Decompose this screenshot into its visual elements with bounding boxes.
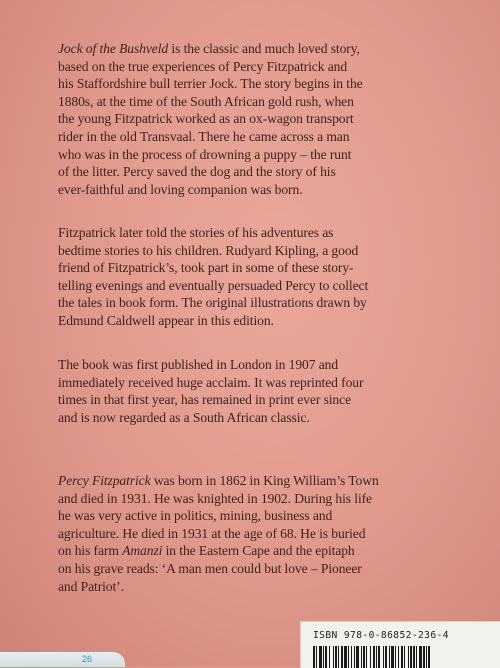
author-biography-paragraph xyxy=(58,472,478,595)
barcode-bar xyxy=(338,646,339,668)
synopsis-paragraph xyxy=(58,40,478,198)
body-text: is the classic and much loved story, xyxy=(168,41,360,56)
body-text: on his grave reads: ‘A man men could but love – Pioneer xyxy=(58,560,362,576)
barcode-bar xyxy=(319,646,322,668)
body-text: of the litter. Percy saved the dog and the story of his xyxy=(58,164,336,180)
text-line xyxy=(58,542,478,560)
barcode-bar xyxy=(329,646,330,668)
body-text: ever-faithful and loving companion was born. xyxy=(58,181,303,197)
barcode-bar xyxy=(395,646,396,668)
body-text: the young Fitzpatrick worked as an ox-wagon transport xyxy=(58,111,354,127)
text-line xyxy=(58,490,478,508)
body-text: his Staffordshire bull terrier Jock. The story begins in the xyxy=(58,76,363,92)
italic-title-text: Percy Fitzpatrick xyxy=(58,473,151,488)
text-line xyxy=(58,259,478,277)
barcode-bar xyxy=(401,646,403,668)
barcode-bar xyxy=(363,646,365,668)
body-text: and is now regarded as a South African classic. xyxy=(58,409,310,425)
barcode-bar xyxy=(383,646,384,668)
text-line xyxy=(58,75,478,93)
barcode-bar xyxy=(413,646,415,668)
text-line xyxy=(58,507,478,525)
text-line xyxy=(58,391,478,409)
body-text: rider in the old Transvaal. There he came across a man xyxy=(58,128,350,144)
text-line xyxy=(58,560,478,578)
body-text: bedtime stories to his children. Rudyard Kipling, a good xyxy=(58,242,359,258)
publication-paragraph xyxy=(58,356,478,426)
barcode-bar xyxy=(366,646,367,668)
text-line xyxy=(58,128,478,146)
body-text: was born in 1862 in King William’s Town xyxy=(150,473,379,488)
barcode-bar xyxy=(423,646,425,668)
italic-title-text: Amanzi xyxy=(122,543,163,559)
text-line xyxy=(58,163,478,181)
barcode-bar xyxy=(316,646,317,668)
barcode-bar xyxy=(428,646,430,668)
text-line xyxy=(58,472,478,490)
body-text: times in that first year, has remained in print ever since xyxy=(58,392,351,408)
text-line xyxy=(58,374,478,392)
body-text: and died in 1931. He was knighted in 1902. During his life xyxy=(58,490,372,506)
text-line xyxy=(58,277,478,295)
barcode-bar xyxy=(408,646,409,668)
text-line xyxy=(58,525,478,543)
barcode-bar xyxy=(356,646,359,668)
barcode-bar xyxy=(410,646,412,668)
barcode-bar xyxy=(351,646,352,668)
text-line xyxy=(58,294,478,312)
barcode-bar xyxy=(370,646,371,668)
barcode-bar xyxy=(348,646,349,668)
text-line xyxy=(58,578,478,596)
body-text: on his farm xyxy=(58,543,123,559)
text-line xyxy=(58,181,478,199)
body-text: Edmund Caldwell appear in this edition. xyxy=(58,312,274,328)
kipling-paragraph xyxy=(58,224,478,330)
body-text: the tales in book form. The original illustrations drawn by xyxy=(58,295,367,311)
barcode-icon xyxy=(313,646,491,668)
barcode-bar xyxy=(333,646,334,668)
text-line xyxy=(58,409,478,427)
body-text: agriculture. He died in 1931 at the age of 68. He is buried xyxy=(58,525,366,541)
text-line xyxy=(58,93,478,111)
barcode-bar xyxy=(385,646,387,668)
barcode-bar xyxy=(416,646,417,668)
text-line xyxy=(58,242,478,260)
barcode-bar xyxy=(376,646,377,668)
library-sticker xyxy=(0,652,125,667)
barcode-bar xyxy=(335,646,337,668)
body-text: based on the true experiences of Percy Fitzpatrick and xyxy=(58,58,348,74)
barcode-bar xyxy=(419,646,422,668)
body-text: 1880s, at the time of the South African gold rush, when xyxy=(58,93,354,109)
barcode-bar xyxy=(398,646,399,668)
body-text: who was in the process of drowning a puppy – the runt xyxy=(58,146,352,162)
body-text: in the Eastern Cape and the epitaph xyxy=(162,543,355,559)
isbn-barcode-label xyxy=(300,621,500,668)
body-text: The book was first published in London in 1907 and xyxy=(58,357,339,372)
sticker-number: 26 xyxy=(82,654,93,664)
barcode-bar xyxy=(391,646,394,668)
barcode-bar xyxy=(378,646,380,668)
body-text: friend of Fitzpatrick’s, took part in some of these story- xyxy=(58,260,354,276)
barcode-bar xyxy=(404,646,405,668)
barcode-bar xyxy=(341,646,343,668)
barcode-bar xyxy=(389,646,390,668)
barcode-bar xyxy=(344,646,347,668)
barcode-bar xyxy=(361,646,362,668)
text-line xyxy=(58,58,478,76)
body-text: immediately received huge acclaim. It was reprinted four xyxy=(58,374,364,390)
barcode-bar xyxy=(313,646,315,668)
text-line xyxy=(58,40,478,58)
barcode-bar xyxy=(323,646,324,668)
text-line xyxy=(58,356,478,374)
isbn-number: ISBN 978-0-86852-236-4 xyxy=(313,630,449,641)
text-line xyxy=(58,312,478,330)
text-line xyxy=(58,110,478,128)
barcode-bar xyxy=(373,646,375,668)
body-text: Fitzpatrick later told the stories of his adventures as xyxy=(58,225,334,240)
barcode-bar xyxy=(426,646,427,668)
body-text: telling evenings and eventually persuaded Percy to collect xyxy=(58,277,369,293)
text-line xyxy=(58,224,478,242)
barcode-bar xyxy=(325,646,327,668)
body-text: he was very active in politics, mining, business and xyxy=(58,508,333,524)
text-line xyxy=(58,146,478,164)
body-text: and Patriot’. xyxy=(58,578,124,594)
italic-title-text: Jock of the Bushveld xyxy=(58,41,169,56)
barcode-bar xyxy=(354,646,355,668)
